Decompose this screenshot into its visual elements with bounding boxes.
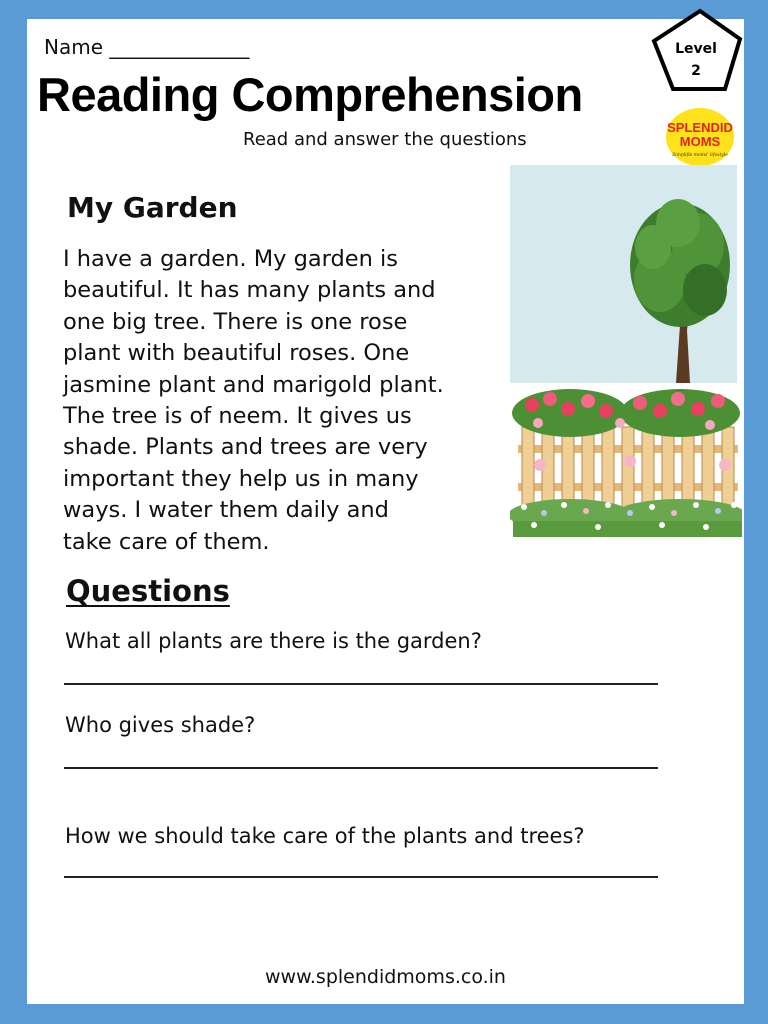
story-line: jasmine plant and marigold plant. xyxy=(63,371,444,398)
level-word: Level xyxy=(675,41,717,57)
story-line: important they help us in many xyxy=(63,465,419,492)
story-line: The tree is of neem. It gives us xyxy=(63,403,412,430)
story-line: ways. I water them daily and xyxy=(63,497,389,524)
worksheet xyxy=(27,19,744,1004)
story-line: beautiful. It has many plants and xyxy=(63,277,436,304)
question-2: Who gives shade? xyxy=(65,713,256,737)
story-line: take care of them. xyxy=(63,528,270,555)
answer-line-2[interactable] xyxy=(64,767,658,769)
answer-line-1[interactable] xyxy=(64,683,658,685)
level-number: 2 xyxy=(691,63,701,79)
answer-line-3[interactable] xyxy=(64,876,658,878)
name-label: Name ______________ xyxy=(44,35,250,59)
page-title: Reading Comprehension xyxy=(37,68,583,121)
question-3: How we should take care of the plants and trees? xyxy=(65,824,585,848)
story-line: I have a garden. My garden is xyxy=(63,246,399,272)
logo-line1: SPLENDID xyxy=(667,120,733,135)
story-text xyxy=(63,244,523,558)
question-1: What all plants are there is the garden? xyxy=(65,629,482,653)
story-title: My Garden xyxy=(67,191,238,224)
level-badge xyxy=(649,5,743,99)
footer-url: www.splendidmoms.co.in xyxy=(265,966,506,988)
garden-illustration xyxy=(510,165,742,537)
questions-heading: Questions xyxy=(66,574,230,608)
splendid-moms-logo xyxy=(660,106,740,168)
story-line: plant with beautiful roses. One xyxy=(63,340,410,367)
logo-tagline: Simplifie moms' lifestyle xyxy=(672,153,728,158)
subtitle: Read and answer the questions xyxy=(243,129,527,150)
logo-line2: MOMS xyxy=(679,134,721,149)
story-line: shade. Plants and trees are very xyxy=(63,434,428,461)
story-line: one big tree. There is one rose xyxy=(63,308,408,335)
